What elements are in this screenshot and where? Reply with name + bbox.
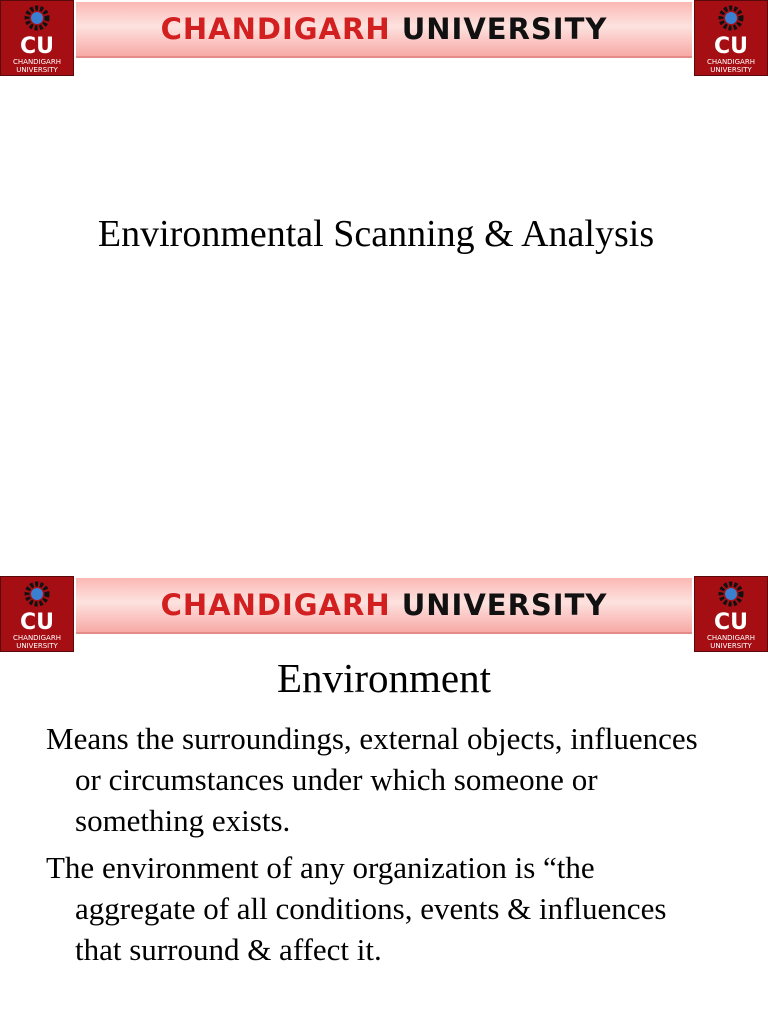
cu-emblem-icon <box>1 577 73 651</box>
logo-caption: UNIVERSITY <box>16 66 58 74</box>
banner-word-chandigarh: CHANDIGARH <box>160 588 391 622</box>
slide-2-title: Environment <box>276 655 492 701</box>
university-banner <box>0 0 768 76</box>
definition-paragraph: Means the surroundings, external objects, influences or circumstances under which someone or something exists. <box>46 721 698 838</box>
logo-caption: UNIVERSITY <box>710 642 752 650</box>
logo-initials: CU <box>19 610 55 635</box>
banner-band <box>76 2 692 58</box>
logo-caption: UNIVERSITY <box>16 642 58 650</box>
organization-environment-paragraph: The environment of any organization is “the aggregate of all conditions, events & influences that surround & affect it. <box>46 850 667 967</box>
university-logo-left <box>0 0 74 76</box>
slide-2 <box>0 576 768 1024</box>
university-logo-right <box>694 0 768 76</box>
university-banner <box>0 576 768 652</box>
logo-caption: CHANDIGARH <box>707 58 755 66</box>
cu-emblem-icon <box>695 1 767 75</box>
banner-word-university: UNIVERSITY <box>401 12 608 46</box>
cu-emblem-icon <box>1 1 73 75</box>
logo-caption: CHANDIGARH <box>13 634 61 642</box>
banner-band <box>76 578 692 634</box>
banner-title <box>76 2 692 56</box>
banner-word-university: UNIVERSITY <box>401 588 608 622</box>
university-logo-left <box>0 576 74 652</box>
banner-title <box>76 578 692 632</box>
logo-caption: UNIVERSITY <box>710 66 752 74</box>
logo-initials: CU <box>19 34 55 59</box>
logo-caption: CHANDIGARH <box>13 58 61 66</box>
banner-word-chandigarh: CHANDIGARH <box>160 12 391 46</box>
slide-1-title: Environmental Scanning & Analysis <box>97 213 655 255</box>
logo-initials: CU <box>713 34 749 59</box>
logo-caption: CHANDIGARH <box>707 634 755 642</box>
cu-emblem-icon <box>695 577 767 651</box>
logo-initials: CU <box>713 610 749 635</box>
university-logo-right <box>694 576 768 652</box>
